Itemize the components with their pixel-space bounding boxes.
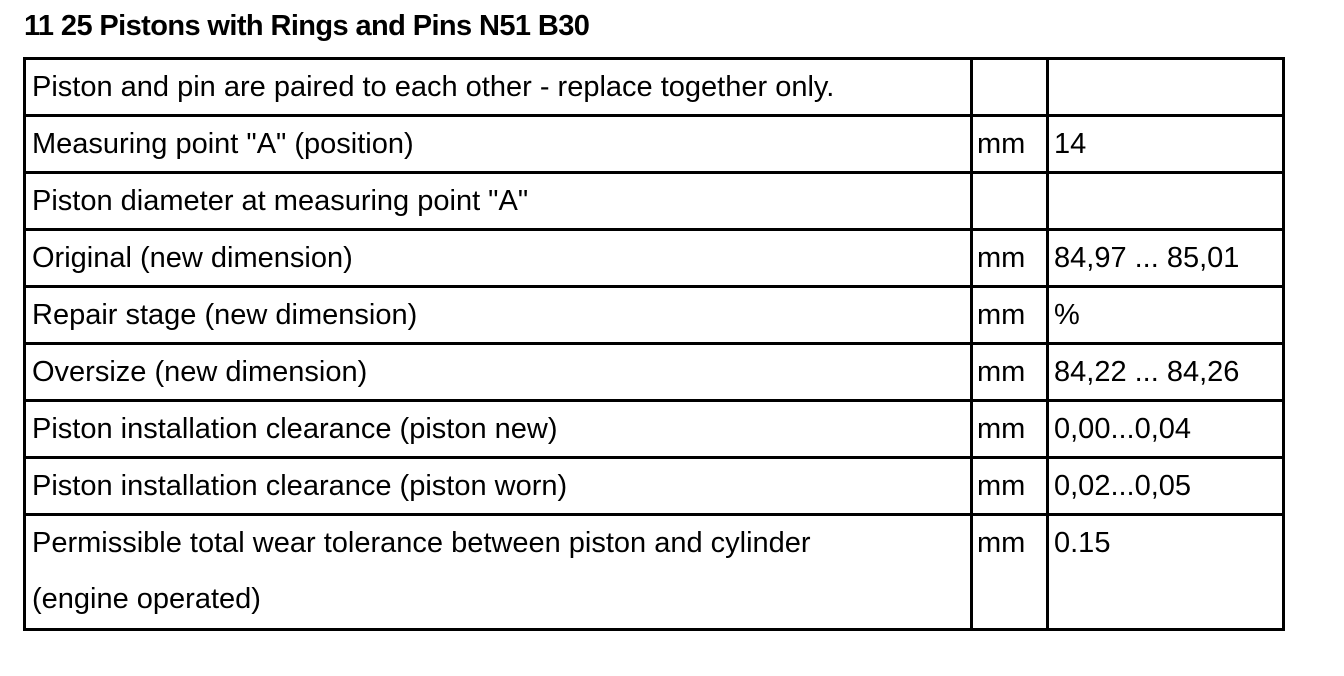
row-description: Piston diameter at measuring point "A" — [25, 173, 972, 230]
row-description: Piston installation clearance (piston new) — [25, 401, 972, 458]
row-unit: mm — [972, 458, 1048, 515]
row-value: 14 — [1048, 116, 1284, 173]
row-description-line: (engine operated) — [32, 583, 261, 615]
table-row — [25, 230, 1284, 287]
table-row — [25, 344, 1284, 401]
table-row — [25, 287, 1284, 344]
table-row — [25, 401, 1284, 458]
row-unit: mm — [972, 230, 1048, 287]
row-description-line: Permissible total wear tolerance between piston and cylinder — [32, 527, 811, 559]
row-unit: mm — [972, 287, 1048, 344]
row-description: Measuring point "A" (position) — [25, 116, 972, 173]
row-value: % — [1048, 287, 1284, 344]
row-unit — [972, 173, 1048, 230]
row-value: 84,22 ... 84,26 — [1048, 344, 1284, 401]
table-row — [25, 458, 1284, 515]
row-value — [1048, 59, 1284, 116]
row-value: 84,97 ... 85,01 — [1048, 230, 1284, 287]
row-unit — [972, 59, 1048, 116]
row-description: Piston and pin are paired to each other - replace together only. — [25, 59, 972, 116]
page-title: 11 25 Pistons with Rings and Pins N51 B30 — [24, 10, 590, 42]
table-row — [25, 59, 1284, 116]
specification-table — [23, 57, 1285, 631]
row-unit: mm — [972, 515, 1048, 630]
row-value: 0,02...0,05 — [1048, 458, 1284, 515]
row-value: 0.15 — [1048, 515, 1284, 630]
row-value — [1048, 173, 1284, 230]
table-row — [25, 116, 1284, 173]
row-description: Piston installation clearance (piston worn) — [25, 458, 972, 515]
row-description — [25, 515, 972, 630]
table-row — [25, 173, 1284, 230]
row-description: Original (new dimension) — [25, 230, 972, 287]
row-unit: mm — [972, 401, 1048, 458]
row-description: Oversize (new dimension) — [25, 344, 972, 401]
table-row — [25, 515, 1284, 630]
row-value: 0,00...0,04 — [1048, 401, 1284, 458]
row-unit: mm — [972, 116, 1048, 173]
row-description: Repair stage (new dimension) — [25, 287, 972, 344]
row-unit: mm — [972, 344, 1048, 401]
